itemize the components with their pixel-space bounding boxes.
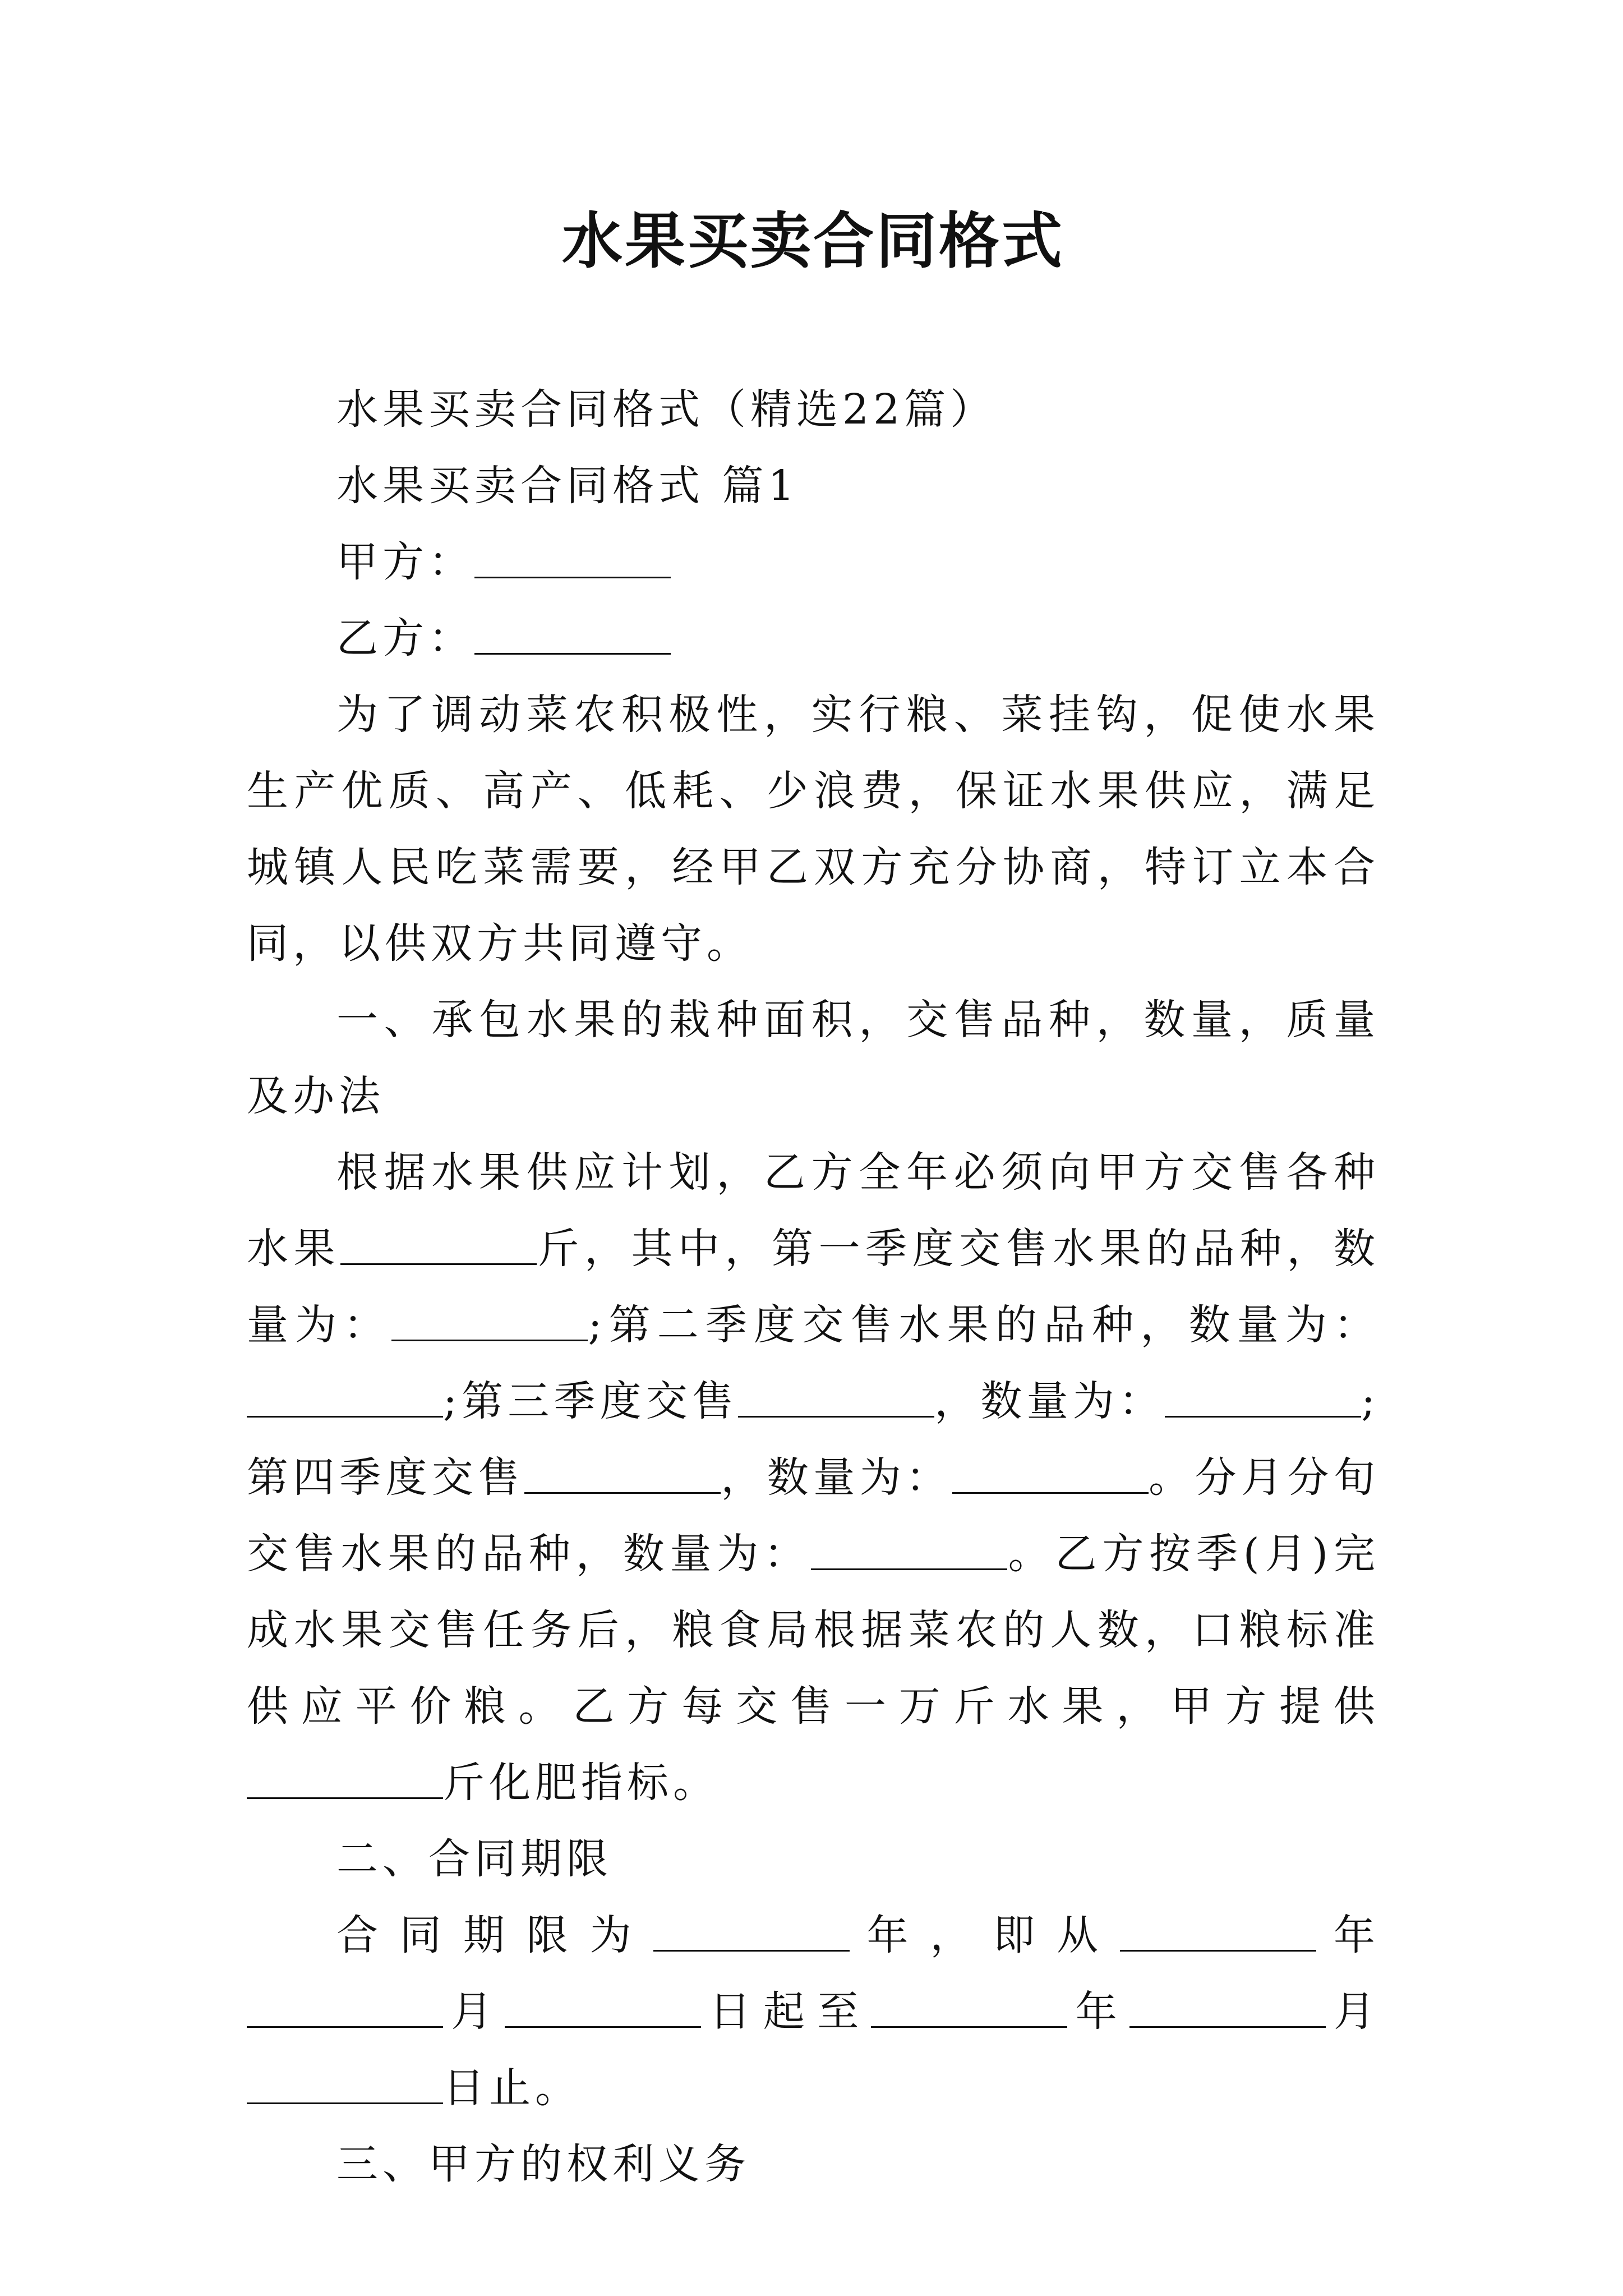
fill-blank xyxy=(811,1527,1007,1570)
clause2-text: 合同期限为 xyxy=(336,1911,653,1959)
document-body xyxy=(247,371,1380,2202)
fill-blank xyxy=(247,1985,443,2028)
document-title: 水果买卖合同格式 xyxy=(561,206,1064,277)
fill-blank xyxy=(871,1985,1067,2028)
fill-blank xyxy=(247,1756,443,1799)
party-b-label: 乙方： xyxy=(336,614,474,662)
fill-blank xyxy=(738,1374,934,1418)
fill-blank xyxy=(524,1451,721,1494)
clause1-paragraph xyxy=(247,1134,1380,1821)
clause1-text: 斤，其中，第一季度交售水果的品种，数量为： xyxy=(247,1225,1380,1349)
clause2-text: 月 xyxy=(1325,1987,1380,2036)
clause2-heading: 二、合同期限 xyxy=(336,1835,612,1883)
clause2-text: 年 xyxy=(1067,1987,1129,2036)
party-a-line xyxy=(247,524,1380,600)
fill-blank xyxy=(247,2061,443,2104)
clause1-text: ，数量为： xyxy=(720,1453,952,1502)
clause3-heading: 三、甲方的权利义务 xyxy=(336,2140,750,2188)
clause1-text: 。乙方按季(月)完成水果交售任务后，粮食局根据菜农的人数，口粮标准供应平价粮。乙方每交售一万斤水果，甲方提供 xyxy=(247,1530,1380,1731)
document-subtitle: 水果买卖合同格式（精选22篇） xyxy=(336,385,997,434)
fill-blank xyxy=(247,1374,443,1418)
clause2-text: 年 xyxy=(1316,1911,1380,1959)
clause1-text: 斤化肥指标。 xyxy=(443,1759,719,1807)
fill-blank xyxy=(1129,1985,1326,2028)
clause1-text: ，数量为： xyxy=(934,1377,1165,1425)
clause2-text: 月 xyxy=(443,1987,505,2036)
clause2-paragraph xyxy=(247,1897,1380,2126)
document-page xyxy=(247,0,1380,2296)
clause1-text: 。分月分旬交售水果的品种，数量为： xyxy=(247,1453,1380,1578)
party-a-blank xyxy=(474,535,671,578)
clause2-text: 日止。 xyxy=(443,2064,581,2112)
clause1-heading: 一、承包水果的栽种面积，交售品种，数量，质量及办法 xyxy=(247,996,1380,1120)
clause1-text: ;第四季度交售 xyxy=(247,1377,1380,1502)
party-b-blank xyxy=(474,611,671,655)
section-heading: 水果买卖合同格式 篇1 xyxy=(336,462,799,510)
fill-blank xyxy=(1120,1908,1316,1952)
clause2-text: 日起至 xyxy=(701,1987,872,2036)
clause1-text: ;第二季度交售水果的品种，数量为： xyxy=(588,1301,1380,1349)
clause1-text: 根据水果供应计划，乙方全年必须向甲方交售各种水果 xyxy=(247,1148,1380,1273)
clause2-text: 年，即从 xyxy=(849,1911,1121,1959)
clause1-text: ;第三季度交售 xyxy=(443,1377,739,1425)
fill-blank xyxy=(391,1298,588,1341)
fill-blank xyxy=(505,1985,701,2028)
intro-paragraph: 为了调动菜农积极性，实行粮、菜挂钩，促使水果生产优质、高产、低耗、少浪费，保证水果供应，满足城镇人民吃菜需要，经甲乙双方充分协商，特订立本合同，以供双方共同遵守。 xyxy=(247,691,1380,968)
fill-blank xyxy=(340,1222,537,1265)
fill-blank xyxy=(952,1451,1149,1494)
party-b-line xyxy=(247,600,1380,677)
fill-blank xyxy=(653,1908,850,1952)
fill-blank xyxy=(1165,1374,1361,1418)
party-a-label: 甲方： xyxy=(336,538,474,586)
